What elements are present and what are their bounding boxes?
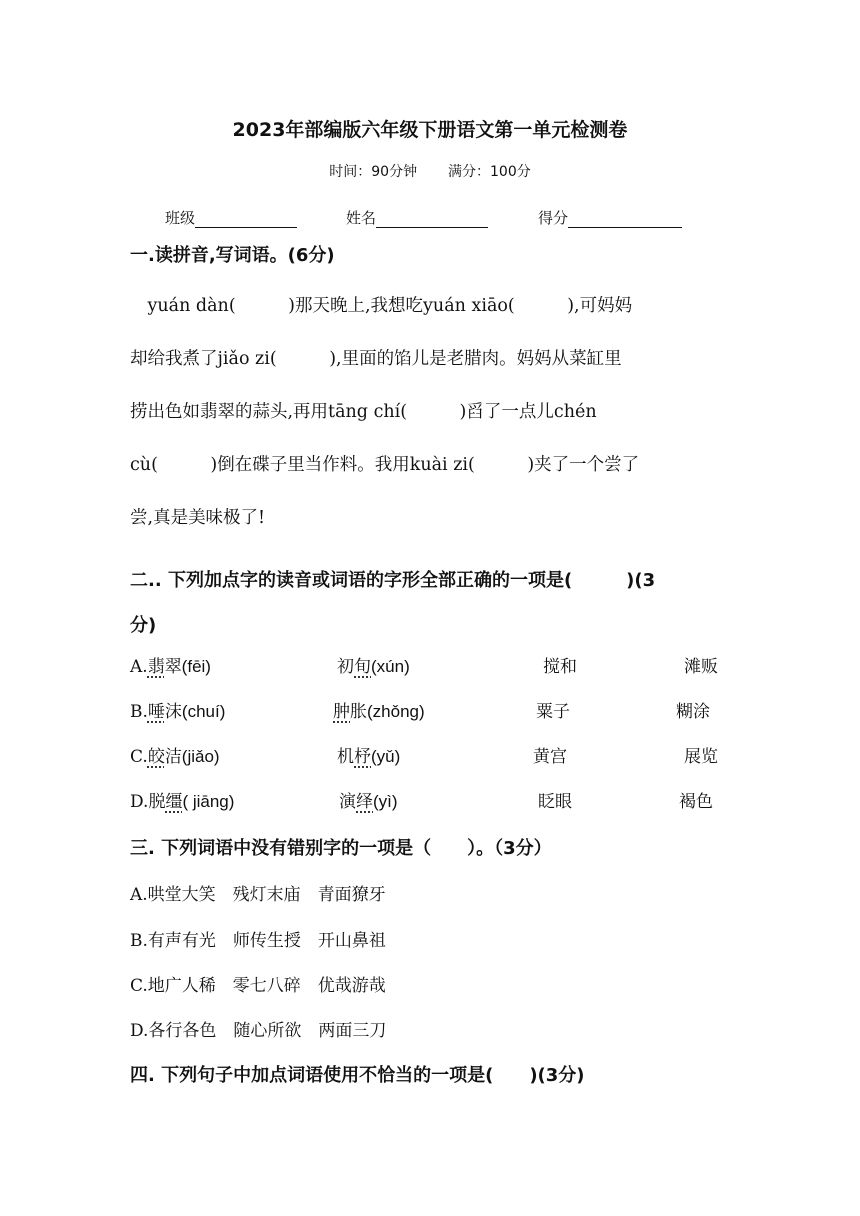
q2-option-b-word2: 肿胀(zhǒng) <box>333 702 425 722</box>
q2-option-d-word4: 褐色 <box>679 792 713 812</box>
q2-option-b-word4: 糊涂 <box>676 702 710 722</box>
q2-option-c[interactable]: C.皎洁(jiǎo) <box>130 747 220 767</box>
q1-line: yuán dàn( )那天晚上,我想吃yuán xiāo( ),可妈妈 <box>130 296 633 316</box>
q1-heading: 一.读拼音,写词语。(6分) <box>130 245 335 266</box>
q2-heading: 二.. 下列加点字的读音或词语的字形全部正确的一项是( )(3 <box>130 570 656 591</box>
q2-heading-cont: 分) <box>130 615 157 636</box>
q4-heading: 四. 下列句子中加点词语使用不恰当的一项是( )(3分) <box>130 1065 585 1086</box>
q1-line: 捞出色如翡翠的蒜头,再用tāng chí( )舀了一点儿chén <box>130 402 597 422</box>
exam-time: 时间：90分钟 <box>329 164 418 180</box>
q1-paragraph <box>130 292 730 532</box>
q3-option-d[interactable]: D.各行各色 随心所欲 两面三刀 <box>130 1021 387 1041</box>
q2-option-d-word2: 演绎(yì) <box>339 792 398 812</box>
q2-option-a-word3: 搅和 <box>543 657 577 677</box>
exam-full-score: 满分：100分 <box>448 164 531 180</box>
q2-option-c-word2: 机杼(yǔ) <box>337 747 401 767</box>
q2-option-b-word3: 粟子 <box>536 702 570 722</box>
class-field[interactable]: 班级 <box>165 207 297 228</box>
exam-meta <box>0 161 860 181</box>
q1-line: cù( )倒在碟子里当作料。我用kuài zi( )夹了一个尝了 <box>130 455 640 475</box>
q3-option-b[interactable]: B.有声有光 师传生授 开山鼻祖 <box>130 931 386 951</box>
q1-line: 尝,真是美味极了! <box>130 508 266 528</box>
q3-option-a[interactable]: A.哄堂大笑 残灯末庙 青面獠牙 <box>130 885 386 905</box>
page-title: 2023年部编版六年级下册语文第一单元检测卷 <box>232 119 628 141</box>
q2-option-d[interactable]: D.脱缰( jiāng) <box>130 792 235 812</box>
name-field[interactable]: 姓名 <box>346 207 488 228</box>
q1-line: 却给我煮了jiǎo zi( ),里面的馅儿是老腊肉。妈妈从菜缸里 <box>130 349 622 369</box>
q2-option-d-word3: 眨眼 <box>538 792 572 812</box>
q3-heading: 三. 下列词语中没有错别字的一项是（ ）。（3分） <box>130 838 552 859</box>
q2-option-a-word4: 滩贩 <box>684 657 718 677</box>
score-field[interactable]: 得分 <box>538 207 682 228</box>
q2-option-c-word4: 展览 <box>684 747 718 767</box>
q2-option-a-word2: 初旬(xún) <box>337 657 410 677</box>
q3-option-c[interactable]: C.地广人稀 零七八碎 优哉游哉 <box>130 976 386 996</box>
q2-option-b[interactable]: B.唾沫(chuí) <box>130 702 226 722</box>
q2-option-a[interactable]: A.翡翠(fēi) <box>130 657 211 677</box>
q2-option-c-word3: 黄宫 <box>533 747 567 767</box>
